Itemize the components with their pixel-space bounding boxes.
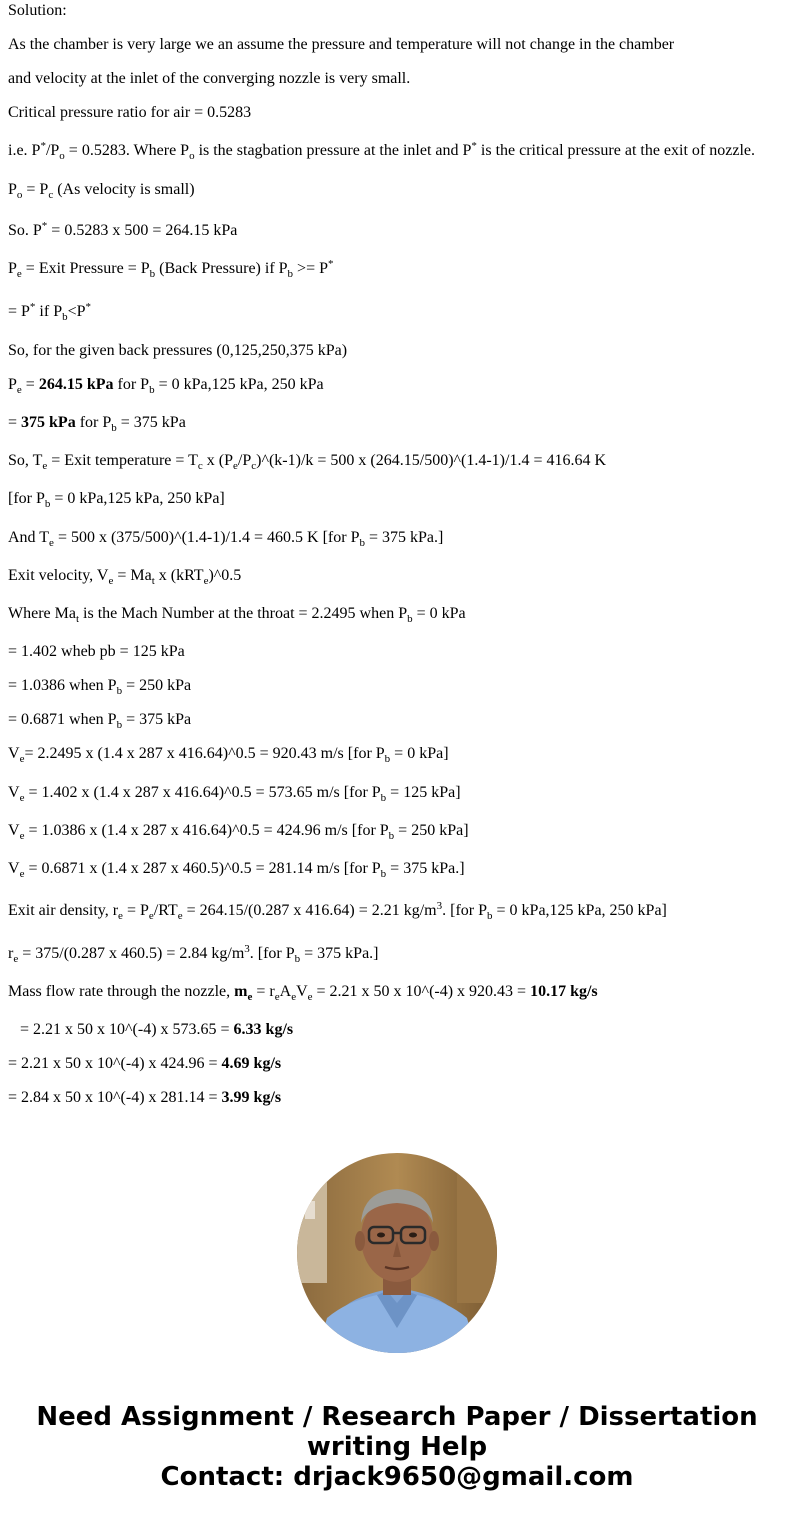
cta-line-1: Need Assignment / Research Paper / Dissertation — [36, 1402, 758, 1432]
text-line: $P_o = P_c$ (As velocity is small) — [8, 181, 195, 201]
text-line: Exit air density, $r_e = P_e/RT_e = 264.15/(0.287$ x 416.64) = 2.21 $kg/m^3$. [for $P_b = 0$ kPa,125 kPa, 250 kPa] — [8, 900, 667, 922]
text-line: = 2.21 x 50 x 10^(-4) x 424.96 = 4.69 kg/s — [8, 1055, 282, 1072]
solution-heading: Solution: — [8, 2, 67, 19]
text-line: = 2.84 x 50 x 10^(-4) x 281.14 = 3.99 kg/s — [8, 1089, 282, 1106]
contact-banner — [0, 1402, 794, 1492]
text-line: So, $T_e$ = Exit temperature = $T_c$ x $(P_e/P_c)\^{}(k-1)/k = 500$ x (264.15/500)^(1.4-1)/1.4 = 416.64 K — [8, 452, 607, 472]
text-line: $V_e = 1.0386$ x (1.4 x 287 x 416.64)^0.5 = 424.96 m/s [for $P_b = 250$ kPa] — [8, 822, 469, 842]
text-line: $r_e = 375/(0.287$ x 460.5) = 2.84 $kg/m^3$. [for $P_b = 375$ kPa.] — [8, 943, 379, 965]
text-line: [for $P_b = 0$ kPa,125 kPa, 250 kPa] — [8, 490, 225, 510]
text-line: = 375 kPa for $P_b = 375$ kPa — [8, 414, 186, 434]
text-line: i.e. $P^*/P_o = 0.5283$. Where $P_o$ is the stagbation pressure at the inlet and P* is the critical pressure at the exit of nozzle. — [8, 140, 755, 162]
text-line: As the chamber is very large we an assume the pressure and temperature will not change in the chamber — [8, 36, 675, 53]
text-line: = 0.6871 when $P_b = 375$ kPa — [8, 711, 192, 731]
text-line: $P_e = 264.15$ kPa for $P_b = 0$ kPa,125 kPa, 250 kPa — [8, 376, 324, 396]
text-line: and velocity at the inlet of the converging nozzle is very small. — [8, 70, 411, 87]
text-line: So, for the given back pressures (0,125,250,375 kPa) — [8, 342, 348, 359]
text-line: = P* if $P_b<P^*$ — [8, 301, 92, 323]
text-line: Critical pressure ratio for air = 0.5283 — [8, 104, 252, 121]
text-line: Where $Ma_t$ is the Mach Number at the throat = 2.2495 when $P_b = 0$ kPa — [8, 605, 466, 625]
author-photo — [297, 1153, 497, 1353]
cta-line-3: Contact: drjack9650@gmail.com — [160, 1462, 634, 1492]
text-line: Exit velocity, $V_e = Ma_t$ x (kRT$_e$)^0.5 — [8, 567, 242, 587]
text-line: = 1.0386 when $P_b = 250$ kPa — [8, 677, 192, 697]
text-line: $V_e= 2.2495$ x (1.4 x 287 x 416.64)^0.5 = 920.43 m/s [for $P_b = 0$ kPa] — [8, 745, 449, 765]
text-line: = 2.21 x 50 x 10^(-4) x 573.65 = 6.33 kg/s — [20, 1021, 294, 1038]
text-line: $V_e = 1.402$ x (1.4 x 287 x 416.64)^0.5 = 573.65 m/s [for $P_b = 125$ kPa] — [8, 784, 461, 804]
cta-line-2: writing Help — [306, 1432, 488, 1462]
text-line: So. P* = 0.5283 x 500 = 264.15 kPa — [8, 220, 238, 239]
text-line: Mass flow rate through the nozzle, $m_e = r_eA_eV_e = 2.21$ x 50 x 10^(-4) x 920.43 = 10.17 kg/s — [8, 983, 598, 1003]
text-line: $P_e$ = Exit Pressure = $P_b$ (Back Pressure) if $P_b >= P^*$ — [8, 258, 334, 280]
text-line: $V_e = 0.6871$ x (1.4 x 287 x 460.5)^0.5 = 281.14 m/s [for $P_b = 375$ kPa.] — [8, 860, 465, 880]
author-avatar — [297, 1153, 497, 1353]
text-line: = 1.402 wheb pb = 125 kPa — [8, 643, 185, 660]
text-line: And $T_e = 500$ x (375/500)^(1.4-1)/1.4 = 460.5 K [for $P_b = 375$ kPa.] — [8, 529, 444, 549]
